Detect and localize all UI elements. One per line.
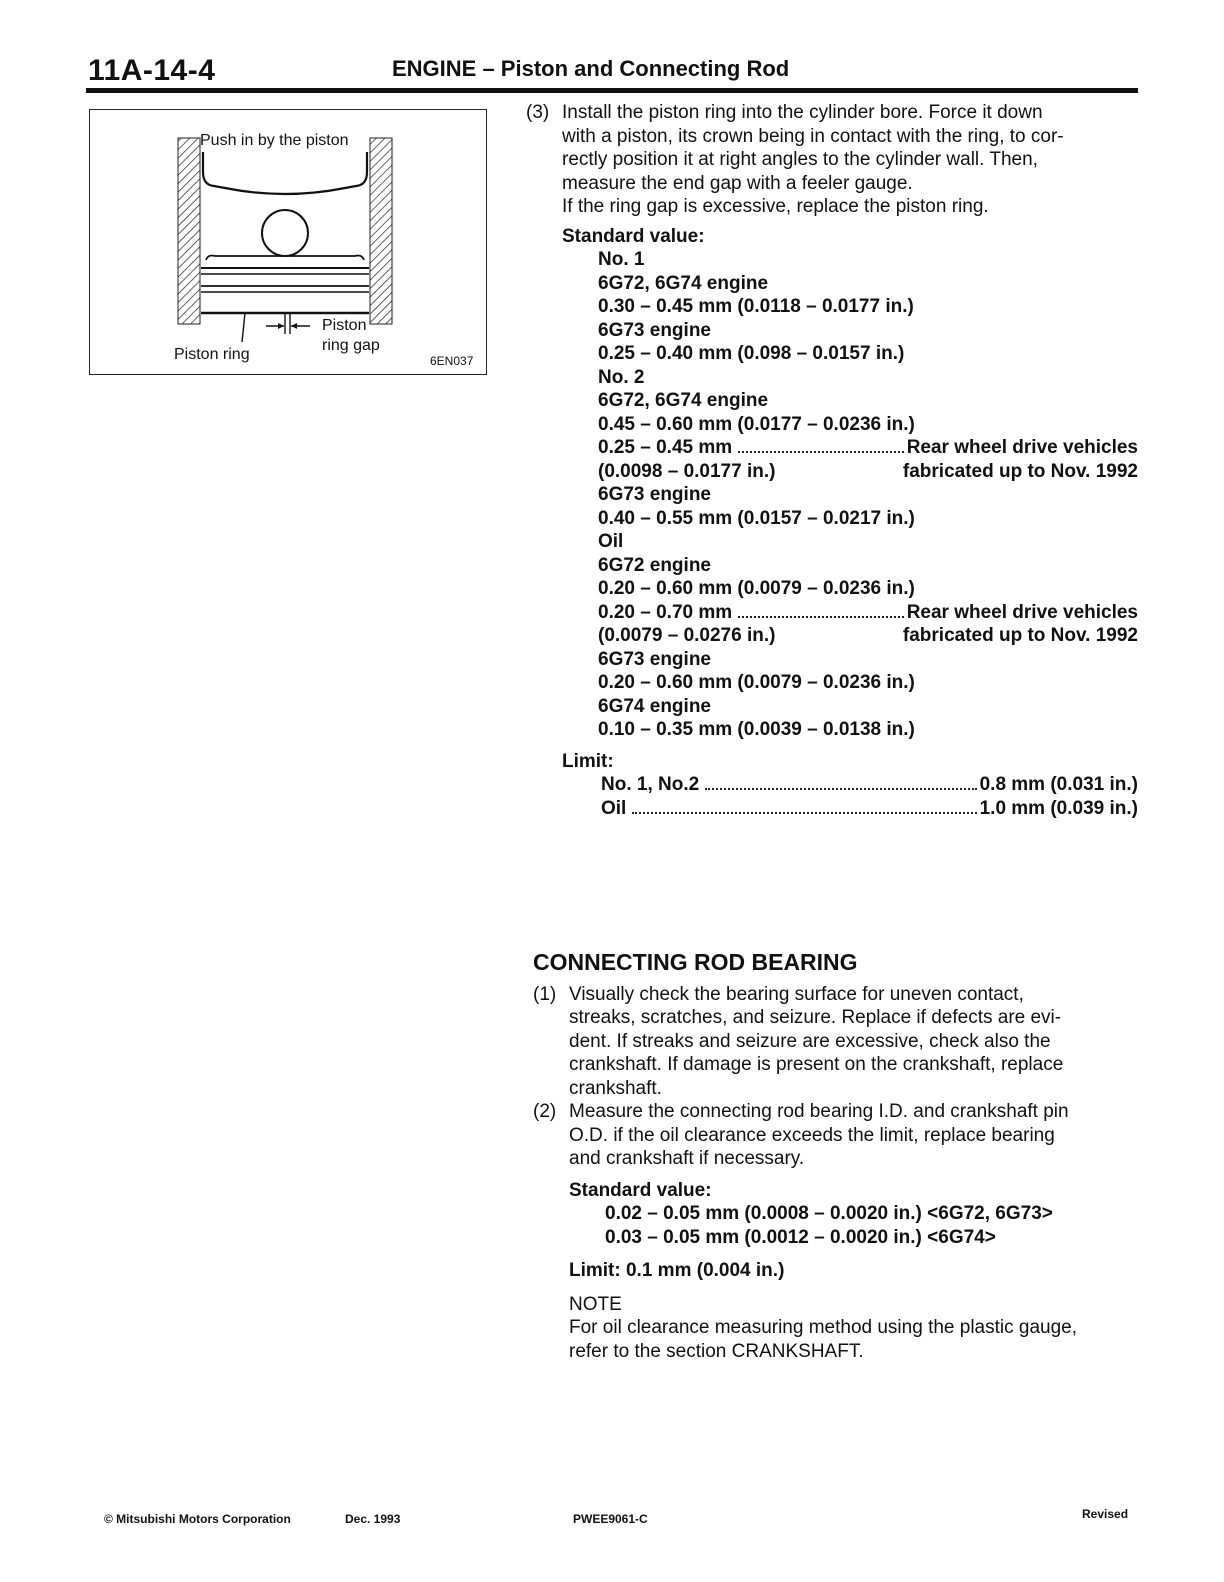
text-line: and crankshaft if necessary.: [569, 1148, 805, 1169]
text-line: crankshaft.: [569, 1077, 662, 1099]
copyright: © Mitsubishi Motors Corporation: [104, 1512, 291, 1526]
document-code: PWEE9061-C: [573, 1512, 648, 1526]
spec-engine: 6G72 engine: [598, 554, 711, 576]
spec-value: 0.20 – 0.60 mm (0.0079 – 0.0236 in.): [598, 672, 915, 693]
dot-leader: [738, 616, 904, 618]
text-line: Visually check the bearing surface for uneven contact,: [569, 983, 1024, 1005]
spec-engine: 6G73 engine: [598, 484, 711, 505]
spec-note: Rear wheel drive vehicles: [906, 601, 1138, 623]
step-number: (2): [533, 1101, 557, 1122]
spec-value: 0.45 – 0.60 mm (0.0177 – 0.0236 in.): [598, 413, 915, 435]
text-line: rectly position it at right angles to the cylinder wall. Then,: [562, 149, 1038, 170]
footer-date: Dec. 1993: [345, 1512, 401, 1526]
piston-ring-gap-figure: [89, 109, 487, 375]
spec-engine: 6G72, 6G74 engine: [598, 272, 769, 294]
step-number: (1): [533, 983, 557, 1005]
spec-value: 0.20 – 0.70 mm: [598, 601, 733, 623]
spec-heading: No. 1: [598, 249, 645, 270]
spec-heading: Oil: [598, 531, 624, 552]
note-line: For oil clearance measuring method using the plastic gauge,: [569, 1317, 1078, 1338]
cylinder-wall-left: [178, 138, 200, 324]
dot-leader: [632, 812, 976, 814]
spec-rear-wheel-row: [526, 460, 1138, 484]
note-label: NOTE: [569, 1293, 622, 1315]
step-1-text: [569, 983, 1138, 1101]
spec-value: 0.30 – 0.45 mm (0.0118 – 0.0177 in.): [598, 296, 914, 317]
spec-value: 0.20 – 0.60 mm (0.0079 – 0.0236 in.): [598, 578, 915, 599]
text-line: measure the end gap with a feeler gauge.: [562, 172, 913, 194]
step-2: [533, 1100, 1138, 1171]
spec-rear-wheel-row: [526, 436, 1138, 460]
text-line: Measure the connecting rod bearing I.D. and crankshaft pin: [569, 1101, 1069, 1122]
spec-engine: 6G73 engine: [598, 648, 711, 670]
section-title: CONNECTING ROD BEARING: [533, 949, 858, 975]
spec-rear-wheel-row: [526, 624, 1138, 648]
spec-engine: 6G72, 6G74 engine: [598, 390, 769, 411]
spec-value: 0.25 – 0.40 mm (0.098 – 0.0157 in.): [598, 343, 905, 364]
limit-label: Limit:: [562, 750, 614, 772]
connecting-rod-bearing-section: [533, 951, 1138, 1363]
ring-gap-label-2: ring gap: [322, 337, 380, 354]
spec-engine: 6G74 engine: [598, 695, 711, 717]
piston-ring-label: Piston ring: [174, 346, 250, 363]
spec-rear-wheel-row: [526, 601, 1138, 625]
piston-ring-gap-section: [526, 101, 1138, 820]
spec-value: (0.0098 – 0.0177 in.): [598, 460, 776, 482]
text-line: crankshaft. If damage is present on the crankshaft, replace: [569, 1054, 1064, 1075]
step-number: (3): [526, 102, 550, 123]
dot-leader: [705, 788, 976, 790]
spec-value: 0.10 – 0.35 mm (0.0039 – 0.0138 in.): [598, 719, 915, 740]
header-rule: [86, 88, 1138, 93]
push-label: Push in by the piston: [200, 132, 349, 149]
spec-engine: 6G73 engine: [598, 319, 711, 341]
revision-status: Revised: [1082, 1507, 1129, 1521]
text-line: If the ring gap is excessive, replace the piston ring.: [562, 196, 989, 217]
limit-row-value: 1.0 mm (0.039 in.): [979, 797, 1138, 819]
text-line: streaks, scratches, and seizure. Replace if defects are evi-: [569, 1007, 1062, 1028]
spec-note: Rear wheel drive vehicles: [906, 437, 1138, 458]
note-line: refer to the section CRANKSHAFT.: [569, 1340, 864, 1362]
dot-leader: [738, 451, 904, 453]
spec-value: 0.40 – 0.55 mm (0.0157 – 0.0217 in.): [598, 507, 915, 529]
piston-crown: [203, 152, 367, 194]
spec-note: fabricated up to Nov. 1992: [902, 625, 1138, 646]
limit-row: [526, 797, 1138, 821]
spec-value: 0.02 – 0.05 mm (0.0008 – 0.0020 in.) <6G72, 6G73>: [605, 1203, 1053, 1224]
text-line: O.D. if the oil clearance exceeds the limit, replace bearing: [569, 1124, 1055, 1146]
limit-row-label: Oil: [601, 797, 627, 819]
step-1: [533, 983, 1138, 1101]
limit-text: Limit: 0.1 mm (0.004 in.): [569, 1260, 785, 1281]
text-line: with a piston, its crown being in contact with the ring, to cor-: [562, 125, 1064, 147]
limit-row-label: No. 1, No.2: [601, 774, 700, 795]
standard-value-label: Standard value:: [562, 225, 705, 247]
limit-row-value: 0.8 mm (0.031 in.): [979, 774, 1138, 795]
step-3-text: [562, 101, 1138, 219]
limit-row: [526, 773, 1138, 797]
spec-value: (0.0079 – 0.0276 in.): [598, 625, 776, 646]
spec-heading: No. 2: [598, 366, 645, 388]
spec-note: fabricated up to Nov. 1992: [902, 460, 1138, 482]
step-2-text: [569, 1100, 1138, 1171]
spec-value: 0.25 – 0.45 mm: [598, 437, 733, 458]
standard-value-label: Standard value:: [569, 1179, 712, 1201]
piston-pin: [262, 210, 308, 256]
text-line: Install the piston ring into the cylinder bore. Force it down: [562, 102, 1043, 123]
step-3: [526, 101, 1138, 219]
page-title: ENGINE – Piston and Connecting Rod: [392, 56, 790, 81]
figure-code: 6EN037: [430, 354, 474, 368]
cylinder-wall-right: [370, 138, 392, 324]
ring-gap-label-1: Piston: [322, 317, 367, 334]
page-number: 11A-14-4: [88, 54, 216, 87]
spec-value: 0.03 – 0.05 mm (0.0012 – 0.0020 in.) <6G74>: [605, 1226, 996, 1248]
text-line: dent. If streaks and seizure are excessive, check also the: [569, 1030, 1051, 1052]
